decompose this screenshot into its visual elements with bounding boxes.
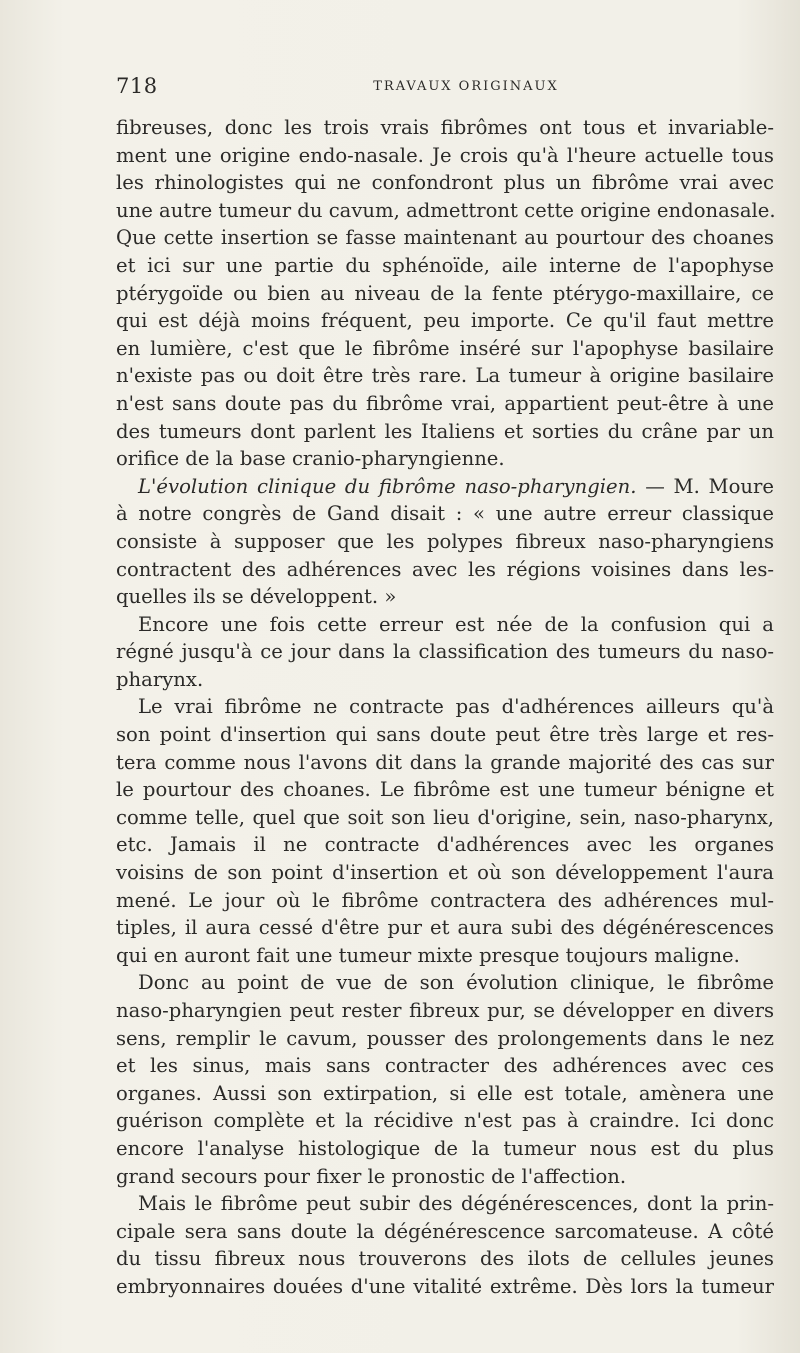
- text-line: [116, 142, 774, 170]
- text-line: [116, 997, 774, 1025]
- line-text: tiples, il aura cessé d'être pur et aura subi des dégénérescences: [116, 916, 774, 940]
- text-line: [116, 969, 774, 997]
- text-line: [116, 335, 774, 363]
- line-text: sens, remplir le cavum, pousser des prolongements dans le nez: [116, 1026, 774, 1050]
- text-line: [116, 280, 774, 308]
- section-heading: L'évolution clinique du fibrôme naso-pharyngien.: [138, 474, 637, 498]
- line-text: le pourtour des choanes. Le fibrôme est une tumeur bénigne et: [116, 778, 774, 802]
- text-line: [116, 197, 774, 225]
- line-text: ptérygoïde ou bien au niveau de la fente ptérygo-maxillaire, ce: [116, 281, 774, 305]
- text-line: [116, 1135, 774, 1163]
- line-text: quelles ils se développent. »: [116, 585, 397, 609]
- text-line: [116, 362, 774, 390]
- text-line: [116, 224, 774, 252]
- body-text: [116, 114, 774, 1301]
- text-line: [116, 169, 774, 197]
- line-text: Encore une fois cette erreur est née de la confusion qui a: [138, 612, 774, 636]
- line-text: et ici sur une partie du sphénoïde, aile interne de l'apophyse: [116, 253, 774, 277]
- text-line: [116, 749, 774, 777]
- line-text: qui est déjà moins fréquent, peu importe. Ce qu'il faut mettre: [116, 309, 774, 333]
- line-text: n'est sans doute pas du fibrôme vrai, appartient peut-être à une: [116, 391, 774, 415]
- text-line: [116, 390, 774, 418]
- text-line: [116, 1273, 774, 1301]
- running-head: TRAVAUX ORIGINAUX: [373, 79, 559, 94]
- text-line: [116, 693, 774, 721]
- text-line: [116, 1080, 774, 1108]
- line-text: — M. Moure: [636, 474, 774, 498]
- line-text: son point d'insertion qui sans doute peut être très large et res-: [116, 723, 774, 747]
- page-header: [116, 74, 776, 102]
- text-line: [116, 500, 774, 528]
- text-line: [116, 418, 774, 446]
- line-text: n'existe pas ou doit être très rare. La tumeur à origine basilaire: [116, 364, 774, 388]
- line-text: les rhinologistes qui ne confondront plus un fibrôme vrai avec: [116, 171, 774, 195]
- page-number: 718: [116, 74, 158, 98]
- text-line: [116, 914, 774, 942]
- text-line: [116, 1025, 774, 1053]
- text-line: [116, 1052, 774, 1080]
- text-line: [116, 887, 774, 915]
- line-text: et les sinus, mais sans contracter des adhérences avec ces: [116, 1054, 774, 1078]
- line-text: naso-pharyngien peut rester fibreux pur, se développer en divers: [116, 999, 774, 1022]
- text-line: [116, 859, 774, 887]
- line-text: grand secours pour fixer le pronostic de l'affection.: [116, 1164, 627, 1188]
- text-line: [116, 1245, 774, 1273]
- text-line: [116, 473, 774, 501]
- text-line: [116, 666, 774, 694]
- text-line: [116, 307, 774, 335]
- text-line: [116, 776, 774, 804]
- line-text: à notre congrès de Gand disait : « une autre erreur classique: [116, 502, 774, 526]
- line-text: mené. Le jour où le fibrôme contractera des adhérences mul-: [116, 888, 774, 912]
- line-text: orifice de la base cranio-pharyngienne.: [116, 447, 505, 471]
- text-line: [116, 1163, 774, 1191]
- line-text: des tumeurs dont parlent les Italiens et sorties du crâne par un: [116, 419, 774, 443]
- line-text: ment une origine endo-nasale. Je crois qu'à l'heure actuelle tous: [116, 143, 774, 167]
- text-line: [116, 583, 774, 611]
- line-text: du tissu fibreux nous trouverons des ilots de cellules jeunes: [116, 1247, 774, 1271]
- line-text: une autre tumeur du cavum, admettront cette origine endonasale.: [116, 198, 776, 222]
- text-line: [116, 1107, 774, 1135]
- line-text: contractent des adhérences avec les régions voisines dans les-: [116, 557, 774, 581]
- line-text: etc. Jamais il ne contracte d'adhérences avec les organes: [116, 833, 774, 857]
- line-text: cipale sera sans doute la dégénérescence sarcomateuse. A côté: [116, 1219, 774, 1243]
- line-text: embryonnaires douées d'une vitalité extrême. Dès lors la tumeur: [116, 1274, 774, 1298]
- line-text: tera comme nous l'avons dit dans la grande majorité des cas sur: [116, 750, 774, 774]
- line-text: guérison complète et la récidive n'est pas à craindre. Ici donc: [116, 1109, 774, 1133]
- line-text: en lumière, c'est que le fibrôme inséré sur l'apophyse basilaire: [116, 336, 774, 360]
- text-line: [116, 252, 774, 280]
- text-line: [116, 528, 774, 556]
- line-text: Donc au point de vue de son évolution clinique, le fibrôme: [138, 971, 774, 995]
- text-line: [116, 611, 774, 639]
- text-line: [116, 1190, 774, 1218]
- line-text: encore l'analyse histologique de la tumeur nous est du plus: [116, 1136, 774, 1160]
- line-text: Que cette insertion se fasse maintenant au pourtour des choanes: [116, 226, 774, 250]
- line-text: Mais le fibrôme peut subir des dégénérescences, dont la prin-: [138, 1192, 774, 1216]
- text-line: [116, 114, 774, 142]
- line-text: fibreuses, donc les trois vrais fibrômes ont tous et invariable-: [116, 116, 774, 139]
- line-text: Le vrai fibrôme ne contracte pas d'adhérences ailleurs qu'à: [138, 695, 774, 719]
- text-line: [116, 721, 774, 749]
- line-text: consiste à supposer que les polypes fibreux naso-pharyngiens: [116, 529, 774, 553]
- line-text: qui en auront fait une tumeur mixte presque toujours maligne.: [116, 943, 740, 967]
- text-line: [116, 1218, 774, 1246]
- text-line: [116, 638, 774, 666]
- line-text: voisins de son point d'insertion et où son développement l'aura: [116, 861, 774, 885]
- line-text: organes. Aussi son extirpation, si elle est totale, amènera une: [116, 1081, 774, 1105]
- line-text: comme telle, quel que soit son lieu d'origine, sein, naso-pharynx,: [116, 805, 774, 829]
- text-line: [116, 804, 774, 832]
- text-line: [116, 831, 774, 859]
- text-line: [116, 942, 774, 970]
- line-text: régné jusqu'à ce jour dans la classification des tumeurs du naso-: [116, 640, 774, 664]
- line-text: pharynx.: [116, 667, 204, 691]
- text-line: [116, 445, 774, 473]
- text-line: [116, 556, 774, 584]
